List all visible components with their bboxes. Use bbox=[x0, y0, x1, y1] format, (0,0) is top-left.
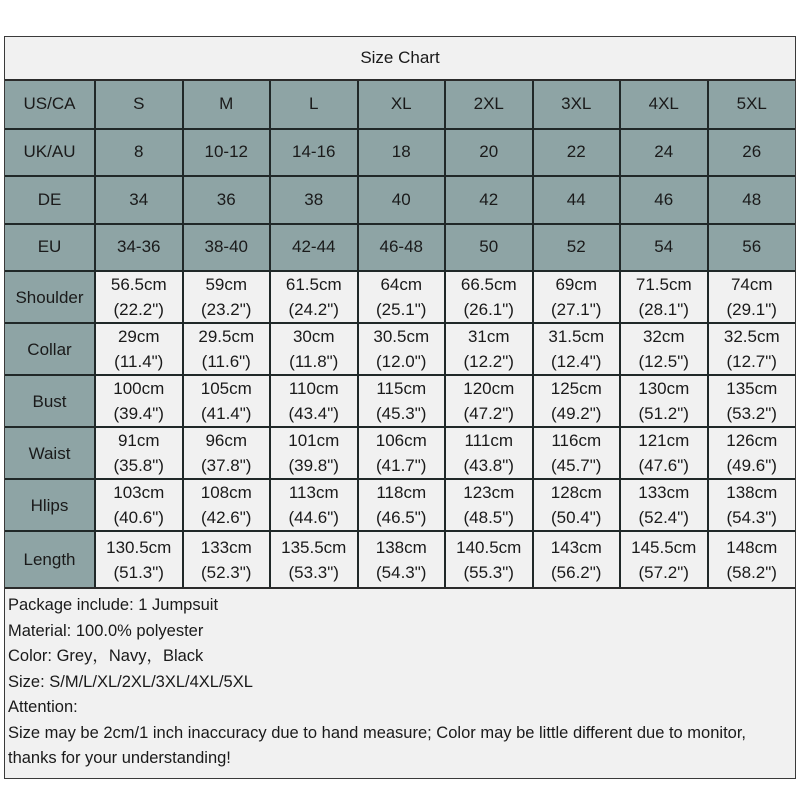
cm-value: 130.5cm bbox=[106, 537, 172, 557]
size-cell: 8 bbox=[95, 129, 183, 177]
size-cell: 40 bbox=[358, 176, 446, 224]
measure-cell bbox=[708, 323, 796, 375]
measure-row-shoulder bbox=[5, 271, 795, 323]
cm-value: 103cm bbox=[113, 483, 165, 502]
inch-value: (11.6") bbox=[201, 352, 251, 371]
measure-cell bbox=[183, 531, 271, 588]
note-color: Color: Grey，Navy，Black bbox=[8, 647, 204, 665]
size-cell: 38-40 bbox=[183, 224, 271, 272]
measure-cell bbox=[620, 271, 708, 323]
inch-value: (43.8") bbox=[463, 456, 514, 475]
inch-value: (26.1") bbox=[463, 300, 514, 319]
measure-cell bbox=[270, 531, 358, 588]
size-cell: 26 bbox=[708, 129, 796, 177]
inch-value: (45.3") bbox=[376, 404, 427, 423]
cm-value: 31.5cm bbox=[548, 327, 605, 346]
note-size: Size: S/M/L/XL/2XL/3XL/4XL/5XL bbox=[8, 672, 253, 691]
inch-value: (23.2") bbox=[201, 300, 252, 319]
cm-value: 71.5cm bbox=[635, 275, 692, 294]
measure-cell bbox=[708, 427, 796, 479]
cm-value: 133cm bbox=[200, 537, 252, 557]
size-cell: 4XL bbox=[620, 81, 708, 129]
inch-value: (50.4") bbox=[551, 508, 602, 527]
cm-value: 91cm bbox=[117, 431, 160, 450]
cm-value: 125cm bbox=[550, 379, 602, 398]
measure-cell bbox=[270, 427, 358, 479]
measure-cell bbox=[358, 427, 446, 479]
cm-value: 115cm bbox=[376, 379, 427, 398]
measure-cell bbox=[620, 323, 708, 375]
inch-value: (53.3") bbox=[288, 562, 339, 582]
inch-value: (51.2") bbox=[638, 404, 689, 423]
inch-value: (22.2") bbox=[113, 300, 164, 319]
cm-value: 100cm bbox=[113, 379, 165, 398]
inch-value: (12.0") bbox=[376, 352, 427, 371]
size-cell: 44 bbox=[533, 176, 621, 224]
measure-row-waist bbox=[5, 427, 795, 479]
cm-value: 113cm bbox=[288, 483, 339, 502]
size-cell: 10-12 bbox=[183, 129, 271, 177]
row-label: US/CA bbox=[5, 81, 95, 129]
inch-value: (12.2") bbox=[463, 352, 514, 371]
measure-cell bbox=[620, 427, 708, 479]
inch-value: (29.1") bbox=[726, 300, 777, 319]
inch-value: (54.3") bbox=[726, 508, 777, 527]
measure-cell bbox=[620, 531, 708, 588]
inch-value: (56.2") bbox=[551, 562, 602, 582]
region-row-us-ca bbox=[5, 81, 795, 129]
measure-cell bbox=[183, 323, 271, 375]
size-cell: 34 bbox=[95, 176, 183, 224]
inch-value: (52.4") bbox=[638, 508, 689, 527]
size-cell: 2XL bbox=[445, 81, 533, 129]
measure-cell bbox=[358, 531, 446, 588]
cm-value: 145.5cm bbox=[631, 537, 697, 557]
cm-value: 130cm bbox=[638, 379, 690, 398]
inch-value: (48.5") bbox=[463, 508, 514, 527]
measure-cell bbox=[445, 375, 533, 427]
cm-value: 56.5cm bbox=[110, 275, 167, 294]
inch-value: (28.1") bbox=[638, 300, 689, 319]
product-notes bbox=[5, 589, 795, 778]
cm-value: 29.5cm bbox=[198, 327, 255, 346]
measure-cell bbox=[533, 323, 621, 375]
row-label: EU bbox=[5, 224, 95, 272]
cm-value: 135cm bbox=[726, 379, 778, 398]
size-cell: 18 bbox=[358, 129, 446, 177]
inch-value: (25.1") bbox=[376, 300, 427, 319]
inch-value: (47.2") bbox=[463, 404, 514, 423]
size-cell: L bbox=[270, 81, 358, 129]
size-cell: 20 bbox=[445, 129, 533, 177]
note-attention-heading: Attention: bbox=[8, 698, 78, 716]
cm-value: 32.5cm bbox=[723, 327, 780, 346]
size-cell: 34-36 bbox=[95, 224, 183, 272]
cm-value: 138cm bbox=[726, 483, 778, 502]
cm-value: 111cm bbox=[464, 431, 513, 450]
measure-cell bbox=[620, 375, 708, 427]
inch-value: (49.2") bbox=[551, 404, 602, 423]
measure-cell bbox=[533, 271, 621, 323]
cm-value: 106cm bbox=[375, 431, 427, 450]
size-cell: 3XL bbox=[533, 81, 621, 129]
cm-value: 110cm bbox=[288, 379, 339, 398]
cm-value: 66.5cm bbox=[460, 275, 517, 294]
cm-value: 133cm bbox=[638, 483, 690, 502]
measure-cell bbox=[533, 479, 621, 531]
measure-cell bbox=[270, 271, 358, 323]
cm-value: 29cm bbox=[117, 327, 160, 346]
measure-cell bbox=[445, 531, 533, 588]
measure-row-hips bbox=[5, 479, 795, 531]
measure-cell bbox=[270, 323, 358, 375]
measure-cell bbox=[445, 271, 533, 323]
inch-value: (53.2") bbox=[726, 404, 777, 423]
inch-value: (49.6") bbox=[726, 456, 777, 475]
row-label: Length bbox=[5, 531, 95, 588]
cm-value: 116cm bbox=[551, 431, 602, 450]
inch-value: (12.7") bbox=[726, 352, 777, 371]
inch-value: (11.8") bbox=[289, 352, 339, 371]
inch-value: (45.7") bbox=[551, 456, 602, 475]
size-cell: 5XL bbox=[708, 81, 796, 129]
size-cell: 24 bbox=[620, 129, 708, 177]
cm-value: 140.5cm bbox=[456, 537, 522, 557]
measure-cell bbox=[95, 271, 183, 323]
inch-value: (51.3") bbox=[113, 562, 164, 582]
inch-value: (12.5") bbox=[638, 352, 689, 371]
inch-value: (35.8") bbox=[113, 456, 164, 475]
row-label: Hlips bbox=[5, 479, 95, 531]
size-chart bbox=[4, 36, 796, 779]
cm-value: 30.5cm bbox=[373, 327, 430, 346]
cm-value: 96cm bbox=[205, 431, 248, 450]
cm-value: 105cm bbox=[200, 379, 252, 398]
inch-value: (41.7") bbox=[376, 456, 427, 475]
cm-value: 61.5cm bbox=[285, 275, 342, 294]
measure-cell bbox=[620, 479, 708, 531]
measure-cell bbox=[533, 427, 621, 479]
note-material: Material: 100.0% polyester bbox=[8, 621, 204, 640]
cm-value: 31cm bbox=[467, 327, 510, 346]
cm-value: 143cm bbox=[550, 537, 602, 557]
size-cell: 56 bbox=[708, 224, 796, 272]
inch-value: (39.4") bbox=[113, 404, 164, 423]
size-cell: S bbox=[95, 81, 183, 129]
inch-value: (47.6") bbox=[638, 456, 689, 475]
inch-value: (27.1") bbox=[551, 300, 602, 319]
measure-cell bbox=[358, 479, 446, 531]
size-cell: 42-44 bbox=[270, 224, 358, 272]
measure-cell bbox=[708, 271, 796, 323]
size-cell: 52 bbox=[533, 224, 621, 272]
row-label: Bust bbox=[5, 375, 95, 427]
cm-value: 123cm bbox=[463, 483, 515, 502]
cm-value: 108cm bbox=[200, 483, 252, 502]
cm-value: 74cm bbox=[730, 275, 773, 294]
cm-value: 121cm bbox=[638, 431, 690, 450]
measure-cell bbox=[358, 323, 446, 375]
inch-value: (52.3") bbox=[201, 562, 252, 582]
inch-value: (12.4") bbox=[551, 352, 602, 371]
measure-cell bbox=[358, 375, 446, 427]
size-cell: 50 bbox=[445, 224, 533, 272]
inch-value: (24.2") bbox=[288, 300, 339, 319]
cm-value: 135.5cm bbox=[281, 537, 347, 557]
measure-cell bbox=[270, 375, 358, 427]
size-cell: 48 bbox=[708, 176, 796, 224]
inch-value: (54.3") bbox=[376, 562, 427, 582]
inch-value: (37.8") bbox=[201, 456, 252, 475]
measure-cell bbox=[708, 375, 796, 427]
note-thanks: thanks for your understanding! bbox=[8, 749, 231, 767]
region-row-eu bbox=[5, 224, 795, 272]
region-row-uk-au bbox=[5, 129, 795, 177]
inch-value: (44.6") bbox=[288, 508, 339, 527]
row-label: Collar bbox=[5, 323, 95, 375]
size-cell: 38 bbox=[270, 176, 358, 224]
size-cell: XL bbox=[358, 81, 446, 129]
cm-value: 138cm bbox=[375, 537, 427, 557]
inch-value: (46.5") bbox=[376, 508, 427, 527]
chart-title: Size Chart bbox=[5, 37, 795, 81]
size-cell: 36 bbox=[183, 176, 271, 224]
cm-value: 120cm bbox=[463, 379, 515, 398]
cm-value: 148cm bbox=[726, 537, 778, 557]
measure-row-collar bbox=[5, 323, 795, 375]
measure-cell bbox=[183, 427, 271, 479]
measure-cell bbox=[708, 479, 796, 531]
measure-cell bbox=[95, 531, 183, 588]
measure-row-bust bbox=[5, 375, 795, 427]
cm-value: 30cm bbox=[292, 327, 335, 346]
row-label: UK/AU bbox=[5, 129, 95, 177]
inch-value: (39.8") bbox=[288, 456, 339, 475]
measure-cell bbox=[533, 531, 621, 588]
size-cell: 14-16 bbox=[270, 129, 358, 177]
size-cell: 46 bbox=[620, 176, 708, 224]
measure-cell bbox=[95, 323, 183, 375]
size-cell: 46-48 bbox=[358, 224, 446, 272]
measure-cell bbox=[95, 375, 183, 427]
inch-value: (41.4") bbox=[201, 404, 252, 423]
row-label: Shoulder bbox=[5, 271, 95, 323]
cm-value: 118cm bbox=[376, 483, 427, 502]
note-package: Package include: 1 Jumpsuit bbox=[8, 596, 219, 614]
measure-cell bbox=[183, 271, 271, 323]
inch-value: (55.3") bbox=[463, 562, 514, 582]
measure-row-length bbox=[5, 531, 795, 588]
cm-value: 126cm bbox=[726, 431, 778, 450]
measure-cell bbox=[708, 531, 796, 588]
measure-cell bbox=[445, 479, 533, 531]
size-cell: 42 bbox=[445, 176, 533, 224]
measure-cell bbox=[95, 427, 183, 479]
cm-value: 128cm bbox=[550, 483, 602, 502]
size-cell: M bbox=[183, 81, 271, 129]
inch-value: (11.4") bbox=[114, 352, 164, 371]
inch-value: (43.4") bbox=[288, 404, 339, 423]
size-cell: 54 bbox=[620, 224, 708, 272]
measure-cell bbox=[183, 479, 271, 531]
measure-cell bbox=[445, 323, 533, 375]
row-label: DE bbox=[5, 176, 95, 224]
cm-value: 101cm bbox=[288, 431, 340, 450]
measure-cell bbox=[533, 375, 621, 427]
inch-value: (42.6") bbox=[201, 508, 252, 527]
cm-value: 32cm bbox=[642, 327, 685, 346]
measure-cell bbox=[358, 271, 446, 323]
size-cell: 22 bbox=[533, 129, 621, 177]
cm-value: 64cm bbox=[380, 275, 423, 294]
row-label: Waist bbox=[5, 427, 95, 479]
measure-cell bbox=[183, 375, 271, 427]
cm-value: 69cm bbox=[555, 275, 598, 294]
measure-cell bbox=[270, 479, 358, 531]
measure-cell bbox=[95, 479, 183, 531]
inch-value: (58.2") bbox=[726, 562, 777, 582]
inch-value: (57.2") bbox=[638, 562, 689, 582]
region-row-de bbox=[5, 176, 795, 224]
note-attention-text: Size may be 2cm/1 inch inaccuracy due to hand measure; Color may be little different due to monitor, bbox=[8, 723, 746, 742]
inch-value: (40.6") bbox=[113, 508, 164, 527]
measure-cell bbox=[445, 427, 533, 479]
size-table bbox=[5, 81, 795, 589]
cm-value: 59cm bbox=[205, 275, 248, 294]
